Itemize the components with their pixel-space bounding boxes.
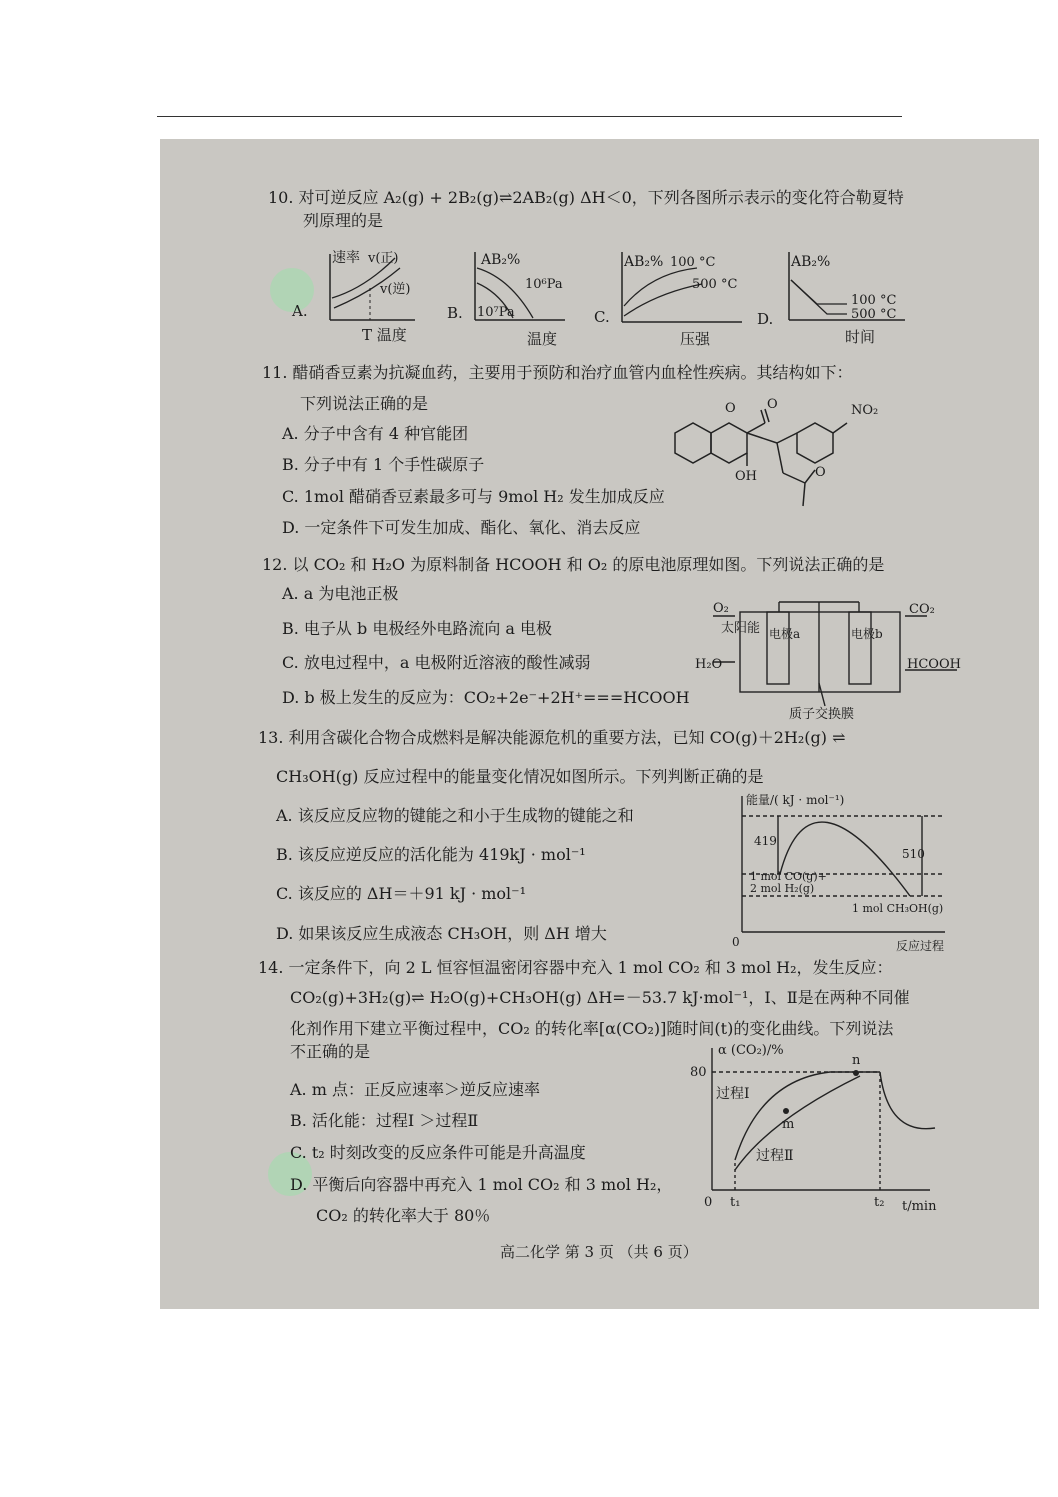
- q11-option-d: D. 一定条件下可发生加成、酯化、氧化、消去反应: [282, 518, 641, 537]
- q11-structure: [665, 388, 905, 518]
- q10-graph-a: [290, 248, 430, 348]
- q11-oh: OH: [735, 469, 757, 484]
- q13-option-c: C. 该反应的 ΔH＝＋91 kJ · mol⁻¹: [276, 884, 527, 903]
- q11-option-c: C. 1mol 醋硝香豆素最多可与 9mol H₂ 发生加成反应: [282, 487, 665, 506]
- q14-xlabel: t/min: [902, 1199, 937, 1214]
- q13-option-b: B. 该反应逆反应的活化能为 419kJ · mol⁻¹: [276, 845, 586, 864]
- q10d-t1: 100 °C: [851, 293, 897, 308]
- q10b-letter: B.: [447, 304, 463, 322]
- q12-hcooh: HCOOH: [907, 657, 961, 672]
- q13-product: 1 mol CH₃OH(g): [852, 902, 944, 915]
- q10a-v-fwd: v(正): [368, 251, 399, 266]
- q13-stem-cont: CH₃OH(g) 反应过程中的能量变化情况如图所示。下列判断正确的是: [276, 767, 764, 786]
- q13-ylabel: 能量/( kJ · mol⁻¹): [746, 793, 845, 807]
- q13-stem: 13. 利用含碳化合物合成燃料是解决能源危机的重要方法，已知 CO(g)＋2H₂(g) ⇌: [258, 728, 846, 747]
- q13-origin: 0: [732, 935, 740, 949]
- q10a-ylabel: 速率: [332, 250, 360, 266]
- q10-stem: 10. 对可逆反应 A₂(g) + 2B₂(g)⇌2AB₂(g) ΔH＜0，下列各图所示表示的变化符合勒夏特: [268, 188, 904, 207]
- q14-option-a: A. m 点：正反应速率＞逆反应速率: [290, 1080, 540, 1099]
- q13-reactants-2: 2 mol H₂(g): [750, 882, 815, 895]
- page-footer: 高二化学 第 3 页 （共 6 页）: [500, 1243, 698, 1261]
- q11-o-ring: O: [725, 401, 736, 416]
- q10a-v-rev: v(逆): [380, 282, 411, 297]
- q10a-letter: A.: [292, 302, 308, 320]
- q14-conversion-graph: [690, 1040, 950, 1220]
- q14-origin: 0: [704, 1195, 713, 1210]
- q14-stem-4: 不正确的是: [290, 1042, 371, 1061]
- q12-electrode-a: 电极a: [769, 627, 801, 641]
- q14-option-b: B. 活化能：过程Ⅰ ＞过程Ⅱ: [290, 1111, 479, 1130]
- q10c-t2: 500 °C: [692, 277, 738, 292]
- q10-graph-c: [592, 248, 752, 348]
- q11-o-ketone: O: [815, 465, 826, 480]
- q11-stem: 11. 醋硝香豆素为抗凝血药，主要用于预防和治疗血管内血栓性疾病。其结构如下：: [262, 363, 853, 382]
- q12-option-d: D. b 极上发生的反应为：CO₂+2e⁻+2H⁺===HCOOH: [282, 688, 690, 707]
- q12-sun: 太阳能: [721, 621, 761, 636]
- q12-electrode-b: 电极b: [851, 627, 883, 641]
- q14-stem-2: CO₂(g)+3H₂(g)⇌ H₂O(g)+CH₃OH(g) ΔH=－53.7 kJ·mol⁻¹，Ⅰ、Ⅱ是在两种不同催: [290, 988, 910, 1007]
- q10c-xlabel: 压强: [680, 330, 711, 348]
- q10b-ylabel: AB₂%: [481, 252, 521, 268]
- q10a-xlabel: T 温度: [362, 326, 407, 344]
- q14-y80: 80: [690, 1065, 707, 1080]
- q14-point-n: n: [852, 1053, 861, 1068]
- q12-option-c: C. 放电过程中，a 电极附近溶液的酸性减弱: [282, 653, 591, 672]
- q10d-letter: D.: [757, 310, 774, 328]
- q11-option-a: A. 分子中含有 4 种官能团: [282, 424, 469, 443]
- q10b-p2: 10⁷Pa: [477, 305, 515, 320]
- q10c-t1: 100 °C: [670, 255, 716, 270]
- q11-o-carbonyl: O: [767, 397, 778, 412]
- q12-o2: O₂: [713, 601, 729, 616]
- q14-ylabel: α (CO₂)/%: [718, 1043, 784, 1058]
- q13-option-a: A. 该反应反应物的键能之和小于生成物的键能之和: [276, 806, 634, 825]
- q14-process-1: 过程Ⅰ: [716, 1086, 750, 1102]
- q12-co2: CO₂: [909, 602, 935, 617]
- q13-e510: 510: [902, 847, 925, 861]
- q10b-p1: 10⁶Pa: [525, 277, 563, 292]
- q10-graph-d: [755, 248, 925, 348]
- q13-option-d: D. 如果该反应生成液态 CH₃OH，则 ΔH 增大: [276, 924, 607, 943]
- q10c-letter: C.: [594, 308, 610, 326]
- q11-stem-cont: 下列说法正确的是: [300, 394, 429, 413]
- q10d-xlabel: 时间: [845, 328, 876, 346]
- q13-reactants-1: 1 mol CO(g)+: [750, 870, 827, 883]
- q13-e419: 419: [754, 834, 777, 848]
- q11-no2: NO₂: [851, 403, 879, 418]
- q10d-ylabel: AB₂%: [791, 254, 831, 270]
- q10d-t2: 500 °C: [851, 307, 897, 322]
- q14-t1: t₁: [730, 1195, 741, 1210]
- q14-option-d-cont: CO₂ 的转化率大于 80％: [316, 1206, 491, 1225]
- q12-option-b: B. 电子从 b 电极经外电路流向 a 电极: [282, 619, 553, 638]
- q10c-ylabel: AB₂%: [624, 254, 664, 270]
- q14-option-c: C. t₂ 时刻改变的反应条件可能是升高温度: [290, 1143, 586, 1162]
- q12-h2o: H₂O: [695, 657, 723, 672]
- q10-stem-cont: 列原理的是: [303, 211, 384, 230]
- q11-option-b: B. 分子中有 1 个手性碳原子: [282, 455, 485, 474]
- top-rule: [157, 116, 902, 117]
- q10-graph-b: [445, 248, 585, 348]
- q14-point-m: m: [782, 1117, 795, 1132]
- q13-xlabel: 反应过程: [896, 939, 945, 953]
- q12-option-a: A. a 为电池正极: [282, 584, 399, 603]
- q14-t2: t₂: [874, 1195, 885, 1210]
- q14-stem-3: 化剂作用下建立平衡过程中，CO₂ 的转化率[α(CO₂)]随时间(t)的变化曲线。下列说法: [290, 1019, 894, 1038]
- q12-membrane: 质子交换膜: [789, 707, 855, 722]
- q12-stem: 12. 以 CO₂ 和 H₂O 为原料制备 HCOOH 和 O₂ 的原电池原理如图。下列说法正确的是: [262, 555, 885, 574]
- q14-stem: 14. 一定条件下，向 2 L 恒容恒温密闭容器中充入 1 mol CO₂ 和 3 mol H₂，发生反应：: [258, 958, 893, 977]
- q10b-xlabel: 温度: [527, 330, 558, 348]
- q13-energy-diagram: [730, 790, 960, 960]
- q14-option-d: D. 平衡后向容器中再充入 1 mol CO₂ 和 3 mol H₂，: [290, 1175, 673, 1194]
- q14-process-2: 过程Ⅱ: [756, 1148, 794, 1164]
- q12-cell-diagram: [695, 598, 965, 723]
